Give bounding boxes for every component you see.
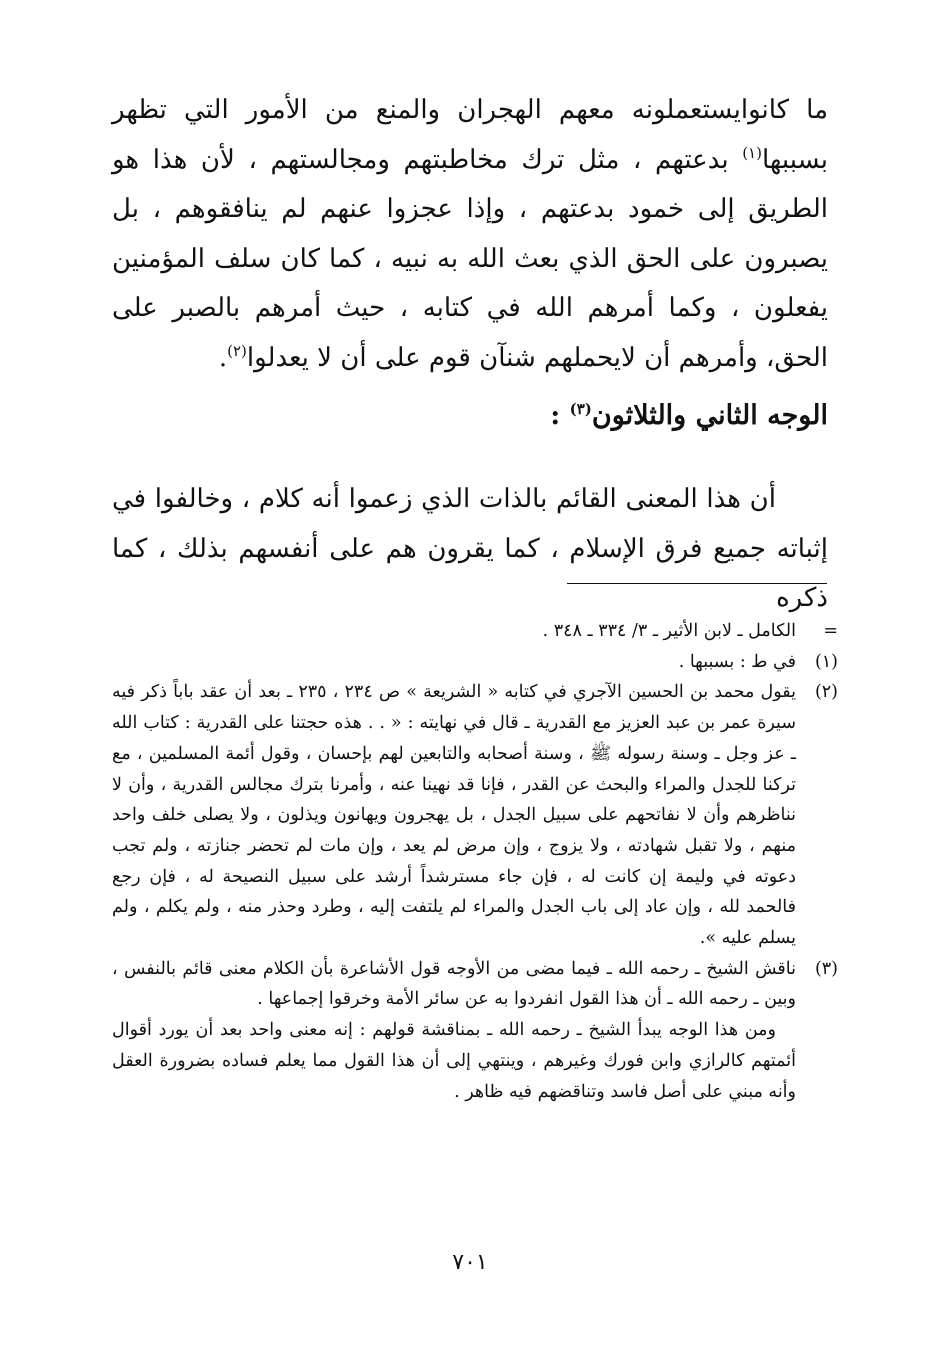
footnotes [112, 616, 838, 1107]
footnote-continued-mark: = [823, 621, 838, 641]
footnote-1 [112, 647, 838, 678]
paragraph-2-text: أن هذا المعنى القائم بالذات الذي زعموا أنه كلام ، وخالفوا في إثباته جميع فرق الإسلام ، كما يقرون هم على أنفسهم بذلك ، كما ذكره [112, 484, 828, 613]
footnote-2-mark: (٢) [814, 682, 838, 703]
heading-colon: : [550, 400, 570, 431]
footnote-3 [112, 954, 838, 1015]
footnote-continued [112, 616, 838, 647]
footnote-separator [567, 583, 827, 584]
main-paragraph-1 [112, 86, 828, 383]
footnote-2-text: يقول محمد بن الحسين الآجري في كتابه « الشريعة » ص ٢٣٤ ، ٢٣٥ ـ بعد أن عقد باباً ذكر فيه سيرة عمر بن عبد العزيز مع القدرية ـ قال في نهايته : « . . هذه حجتنا على القدرية : كتاب الله ـ عز وجل ـ وسنة رسوله ﷺ ، وسنة أصحابه والتابعين لهم بإحسان ، وقول أئمة المسلمين ، مع تركنا للجدل والمراء والبحث عن القدر ، فإنا قد نهينا عنه ، وأمرنا بترك مجالس القدرية ، وأن لا نناظرهم وأن لا نفاتحهم على سبيل الجدل ، بل يهجرون ويهانون ويذلون ، ولا يصلى خلف واحد منهم ، ولا تقبل شهادته ، ولا يزوج ، وإن مرض لم يعد ، وإن مات لم تحضر جنازته ، ولم تجب دعوته في وليمة إن كانت له ، فإن جاء مسترشداً أرشد على سبيل النصيحة له ، فإن رجع فالحمد لله ، وإن عاد إلى باب الجدل والمراء لم يلتفت إليه ، وطرد وحذر منه ، ولم يكلم ، ولم يسلم عليه ». [112, 682, 796, 949]
main-text-part-c: . [218, 342, 228, 373]
section-heading [112, 392, 828, 440]
footnote-3-continuation: ومن هذا الوجه يبدأ الشيخ ـ رحمه الله ـ بمناقشة قولهم : إنه معنى واحد بعد أن يورد أقوال أئمتهم كالرازي وابن فورك وغيرهم ، وينتهي إلى أن هذا القول مما يعلم فساده بضرورة العقل وأنه مبني على أصل فاسد وتناقضهم فيه ظاهر . [112, 1020, 796, 1102]
main-text-part-b: بدعتهم ، مثل ترك مخاطبتهم ومجالستهم ، لأن هذا هو الطريق إلى خمود بدعتهم ، وإذا عجزوا عنهم لم ينافقوهم ، بل يصبرون على الحق الذي بعث الله به نبيه ، كما كان سلف المؤمنين يفعلون ، وكما أمرهم الله في كتابه ، حيث أمرهم بالصبر على الحق، وأمرهم أن لايحملهم شنآن قوم على أن لا يعدلوا [112, 144, 828, 373]
footnote-ref-3[interactable]: (٣) [569, 400, 592, 418]
page-number: ٧٠١ [452, 1250, 488, 1275]
main-paragraph-2 [112, 475, 828, 624]
footnote-3-mark: (٣) [814, 958, 838, 979]
main-text-part-a: ما كانوايستعملونه معهم الهجران والمنع من الأمور التي تظهر بسببها [112, 95, 828, 175]
footnote-ref-1[interactable]: (١) [742, 143, 762, 162]
footnote-3-text: ناقش الشيخ ـ رحمه الله ـ فيما مضى من الأوجه قول الأشاعرة بأن الكلام معنى قائم بالنفس ، وبين ـ رحمه الله ـ أن هذا القول انفردوا به عن سائر الأمة وخرقوا إجماعها . [112, 958, 796, 1010]
heading-text: الوجه الثاني والثلاثون [591, 400, 828, 431]
footnote-continued-text: الكامل ـ لابن الأثير ـ ٣/ ٣٣٤ ـ ٣٤٨ . [542, 621, 796, 641]
footnote-ref-2[interactable]: (٢) [227, 341, 247, 360]
footnote-1-mark: (١) [814, 651, 838, 672]
footnote-2 [112, 677, 838, 953]
footnote-1-text: في ط : بسببها . [678, 651, 796, 672]
